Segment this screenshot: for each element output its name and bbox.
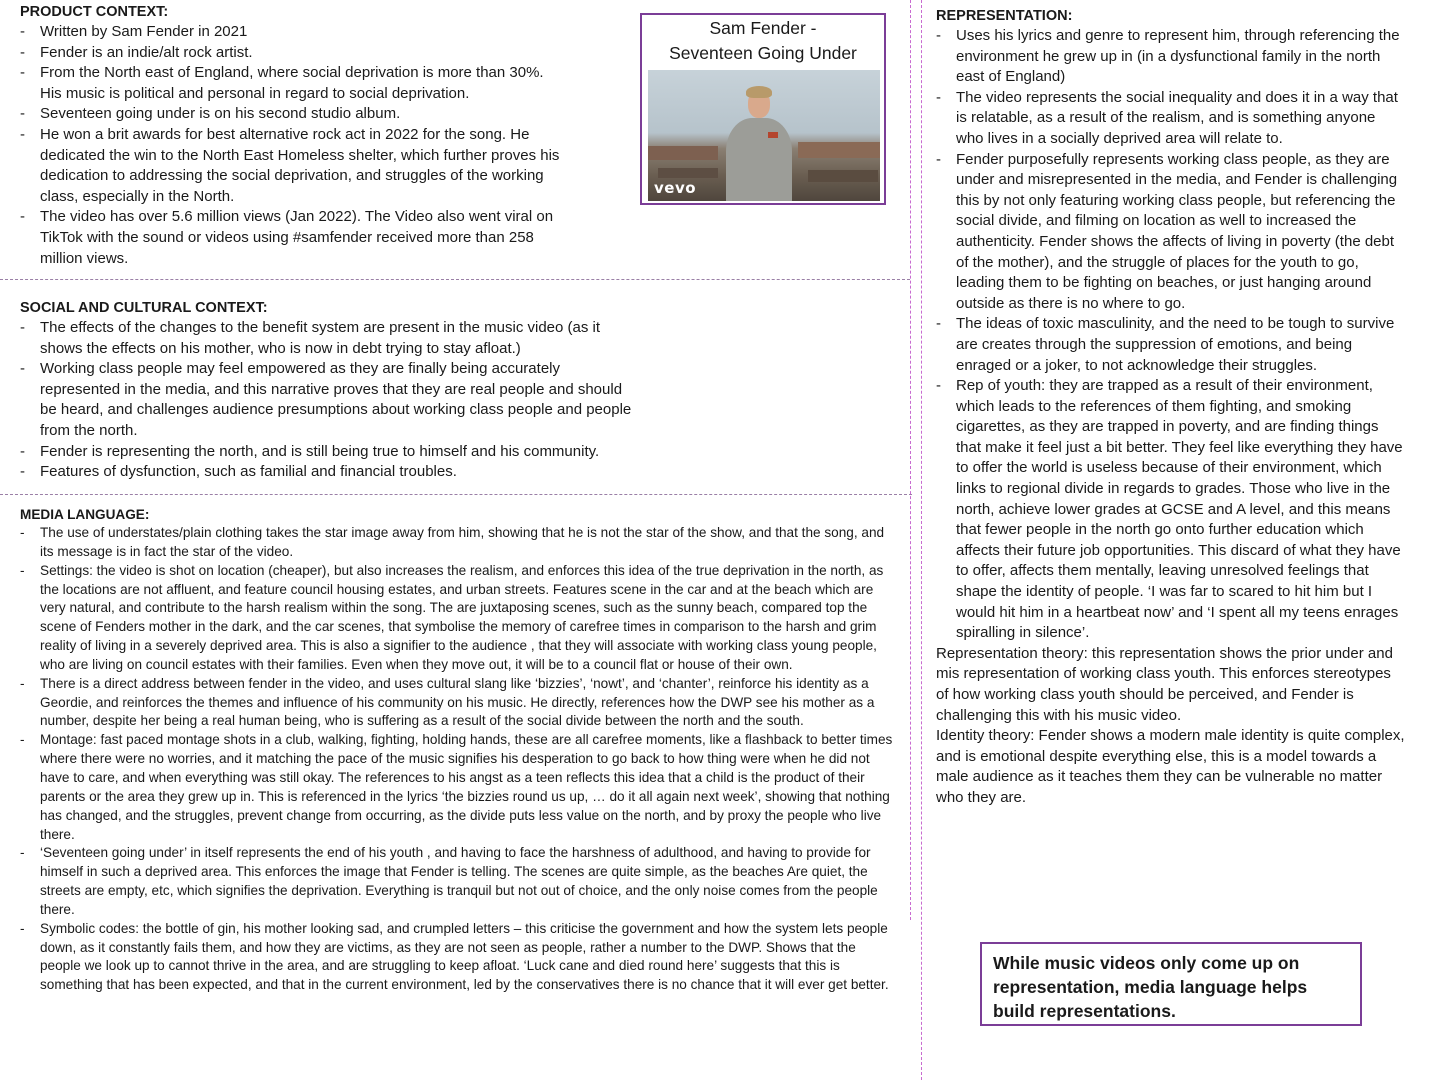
- representation-theory-paragraph: Representation theory: this representation shows the prior under and mis representation of working class youth. This enforces stereotypes of how working class youth should be perceived, and Fender is challenging this with his music video.: [936, 644, 1393, 724]
- social-context-heading: SOCIAL AND CULTURAL CONTEXT:: [20, 300, 268, 316]
- callout-note: [980, 942, 1362, 1026]
- shirt-badge: [768, 132, 778, 138]
- divider-social-media: [0, 494, 912, 495]
- list-item: - Written by Sam Fender in 2021: [20, 22, 620, 43]
- callout-text: While music videos only come up on representation, media language helps build representations.: [993, 953, 1308, 1021]
- video-title-line1: Sam Fender -: [709, 18, 817, 38]
- rooftops: [808, 170, 878, 182]
- rooftops: [798, 142, 880, 158]
- list-item: - Settings: the video is shot on location (cheaper), but also increases the realism, and enforces this idea of the true deprivation in the north, as the locations are not affluent, and feature council housing estates, and urban streets. Features scene in the car and at the beach which are very natural, and contribute to the harsh realism within the song. The are juxtaposing scenes, such as the sunny beach, compared top the scene of Fenders mother in the dark, and the car scenes, that symbolise the memory of carefree times in comparison to the harsh and grim reality of living in a severely deprived area. This is also a signifier to the audience , that they will associate with working class young people, who are living on council estates with their families. Even when they move out, it will be to a council flat or house of their own.: [20, 562, 900, 675]
- identity-theory-paragraph: Identity theory: Fender shows a modern male identity is quite complex, and is emotional despite everything else, this is a model towards a male audience as it teaches them they can be vulnerable no matter who they are.: [936, 727, 1405, 806]
- representation-heading: REPRESENTATION:: [936, 8, 1073, 24]
- list-item: - From the North east of England, where social deprivation is more than 30%. His music is political and personal in regard to social deprivation.: [20, 63, 545, 104]
- video-thumbnail-card[interactable]: [640, 13, 886, 205]
- list-item: - There is a direct address between fender in the video, and uses cultural slang like ‘bizzies’, ‘nowt’, and ‘chanter’, reinforce his identity as a Geordie, and reinforces the themes and influence of his community on his music. He directly, references how the DWP see his mother as a number, despite her being a real human being, who is suffering as a result of the social divide between the north and the south.: [20, 675, 900, 732]
- product-context-section: [20, 2, 620, 269]
- list-item: - The video represents the social inequality and does it in a way that is relatable, as a result of the realism, and is something anyone who lives in a socially deprived area will relate to.: [936, 88, 1406, 150]
- list-item: - Features of dysfunction, such as familial and financial troubles.: [20, 462, 640, 483]
- divider-product-social: [0, 279, 910, 280]
- list-item: - Fender purposefully represents working class people, as they are under and misrepresented in the media, and Fender is challenging this by not only featuring working class people, but referencing the social divide, and filming on location as well to increased the authenticity. Fender shows the affects of living in poverty (the debt of the mother), and the struggle of places for the youth to go, leading them to be fighting on beaches, or just hanging around outside as there is no where to go.: [936, 150, 1406, 315]
- representation-list: [936, 26, 1406, 644]
- list-item: - The video has over 5.6 million views (Jan 2022). The Video also went viral on TikTok with the sound or videos using #samfender received more than 258 million views.: [20, 207, 562, 269]
- media-language-list: [20, 524, 900, 995]
- social-cultural-context-section: [20, 298, 640, 483]
- rooftops: [648, 146, 718, 160]
- list-item: - Uses his lyrics and genre to represent him, through referencing the environment he grew up in (in a dysfunctional family in the north east of England): [936, 26, 1406, 88]
- list-item: - The ideas of toxic masculinity, and the need to be tough to survive are creates through the suppression of emotions, and being enraged or a joker, to not acknowledge their struggles.: [936, 314, 1406, 376]
- list-item: - Symbolic codes: the bottle of gin, his mother looking sad, and crumpled letters – this criticise the government and how the system lets people down, as it constantly fails them, and how they are victims, as they are not seen as people, rather a number to the DWP. Shows that the people we look up to cannot thrive in the area, and are struggling to keep afloat. ‘Luck cane and died round here’ suggests that this is something that has been expected, and that in the current environment, led by the conservatives there is no chance that it will ever get better.: [20, 920, 900, 995]
- list-item: - Fender is an indie/alt rock artist.: [20, 43, 620, 64]
- rooftops: [658, 168, 718, 178]
- video-frame[interactable]: [648, 70, 880, 201]
- social-context-list: [20, 318, 640, 483]
- video-title-line2: Seventeen Going Under: [669, 42, 857, 63]
- list-item: - ‘Seventeen going under’ in itself represents the end of his youth , and having to face the harshness of adulthood, and having to provide for himself in such a deprived area. This enforces the image that Fender is telling. The scenes are quite simple, as the beaches Are quiet, the streets are empty, etc, which signifies the deprivation. Everything is tranquil but not out of choice, and the only noise comes from the people there.: [20, 844, 900, 919]
- divider-vertical-main: [910, 0, 911, 920]
- list-item: - Seventeen going under is on his second studio album.: [20, 104, 620, 125]
- list-item: - Montage: fast paced montage shots in a club, walking, fighting, holding hands, these are all carefree moments, like a flashback to better times where there were no worries, and it matching the pace of the music signifies his desperation to go back to how thing were when he did not have to care, and when everything was still okay. The references to his angst as a teen reflects this idea that a child is the product of their parents or the area they grew up in. This is referenced in the lyrics ‘the bizzies round us up, … do it all again next week’, showing that nothing has changed, and the struggles, prevent change from occurring, as the divide puts less value on the north, and by proxy the people who live there.: [20, 731, 900, 844]
- list-item: - The effects of the changes to the benefit system are present in the music video (as it shows the effects on his mother, who is now in debt trying to stay afloat.): [20, 318, 640, 359]
- media-language-heading: MEDIA LANGUAGE:: [20, 507, 150, 522]
- media-language-section: [20, 505, 900, 995]
- product-context-list: [20, 22, 620, 269]
- list-item: - Fender is representing the north, and is still being true to himself and his community.: [20, 442, 640, 463]
- vevo-logo: vevo: [654, 179, 697, 197]
- divider-vertical-right: [921, 0, 922, 1080]
- singer-hair: [746, 86, 772, 98]
- list-item: - The use of understates/plain clothing takes the star image away from him, showing that he is not the star of the show, and that the song, and its message is in fact the star of the video.: [20, 524, 900, 562]
- list-item: - Working class people may feel empowered as they are finally being accurately represented in the media, and this narrative proves that they are real people and should be heard, and challenges audience presumptions about working class people and people from the north.: [20, 359, 640, 441]
- singer-body: [726, 118, 792, 201]
- list-item: - He won a brit awards for best alternative rock act in 2022 for the song. He dedicated the win to the North East Homeless shelter, which further proves his dedication to addressing the social deprivation, and struggles of the working class, especially in the North.: [20, 125, 565, 207]
- list-item: - Rep of youth: they are trapped as a result of their environment, which leads to the references of them fighting, and smoking cigarettes, as they are trapped in poverty, and are finding things that make it feel just a bit better. They feel like everything they have to offer the world is useless because of their environment, which links to regional divide in regards to grades. Those who live in the north, achieve lower grades at GCSE and A level, and this means that fewer people in the north go onto further education which affects their future job opportunities. This discard of what they have to offer, affects them mentally, leaving unresolved feelings that shape the identity of people. ‘I was far to scared to hit him but I would hit him in a heartbeat now’ and ‘I spent all my teens enrages spiralling in silence’.: [936, 376, 1406, 644]
- product-context-heading: PRODUCT CONTEXT:: [20, 4, 169, 20]
- video-title: [642, 16, 884, 65]
- representation-section: [936, 6, 1406, 809]
